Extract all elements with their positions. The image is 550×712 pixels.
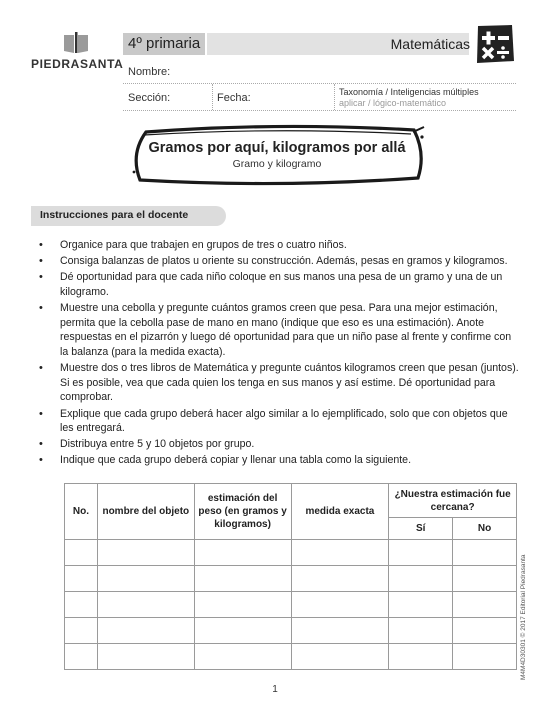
list-item: • Explique que cada grupo deberá hacer algo similar a lo ejemplificado, solo que con objetos que les entregará.: [32, 407, 522, 436]
subject-label: Matemáticas: [390, 36, 470, 52]
fecha-label: Fecha:: [217, 92, 251, 104]
list-item: • Indique que cada grupo deberá copiar y llenar una tabla como la siguiente.: [32, 453, 522, 468]
taxonomy-value: aplicar / lógico-matemático: [339, 98, 447, 108]
copyright-note: M4M4D30301 © 2017 Editorial Piedrasanta: [520, 554, 527, 680]
header-exact-measure: medida exacta: [291, 484, 389, 540]
list-item: • Muestre una cebolla y pregunte cuántos gramos creen que pesa. Para una mejor estimación, permita que la cebolla pase de mano en mano (indique que eso es una estimación). Anote respuestas en el pizarrón y luego dé oportunidad para que un niño pase al frente y confirme con la balanza (para la medida exacta).: [32, 301, 522, 359]
header-rule: [123, 110, 516, 111]
list-item: • Organice para que trabajen en grupos de tres o cuatro niños.: [32, 238, 522, 253]
table-row: [65, 618, 517, 644]
header-divider: [334, 84, 335, 110]
nombre-label: Nombre:: [128, 66, 171, 78]
header-no-answer: No: [453, 518, 517, 540]
table-row: [65, 644, 517, 670]
table-row: [65, 566, 517, 592]
table-row: [65, 592, 517, 618]
list-item: • Muestre dos o tres libros de Matemática y pregunte cuántos kilogramos creen que pesan (juntos). Si es posible, vea que cada quien los tenga en sus manos y así estime. Dé oportunidad para comprobar.: [32, 361, 522, 405]
title-banner: [128, 124, 426, 186]
brand-logo-text: PIEDRASANTA: [31, 57, 124, 71]
header-object-name: nombre del objeto: [97, 484, 194, 540]
header-no: No.: [65, 484, 98, 540]
seccion-label: Sección:: [128, 92, 171, 104]
instructions-heading: Instrucciones para el docente: [40, 209, 189, 221]
list-item: • Consiga balanzas de platos u oriente su construcción. Además, pesas en gramos y kilogramos.: [32, 254, 522, 269]
header-close-estimate: ¿Nuestra estimación fue cercana?: [389, 484, 517, 518]
header-rule: [123, 83, 516, 84]
page-title: Gramos por aquí, kilogramos por allá: [148, 140, 406, 156]
math-operations-icon: [474, 23, 516, 65]
list-item: • Distribuya entre 5 y 10 objetos por grupo.: [32, 437, 522, 452]
page-subtitle: Gramo y kilogramo: [232, 158, 322, 170]
grade-label: 4º primaria: [128, 35, 201, 52]
book-logo-icon: [63, 32, 89, 54]
instructions-list: [32, 238, 522, 470]
header-estimation: estimación del peso (en gramos y kilogramos): [194, 484, 291, 540]
header-yes: Sí: [389, 518, 453, 540]
estimation-table: [64, 483, 517, 670]
page-number: 1: [272, 684, 278, 695]
taxonomy-label: Taxonomía / Inteligencias múltiples: [339, 87, 479, 97]
list-item: • Dé oportunidad para que cada niño coloque en sus manos una pesa de un gramo y una de un kilogramo.: [32, 270, 522, 299]
table-row: [65, 540, 517, 566]
header-divider: [212, 84, 213, 110]
